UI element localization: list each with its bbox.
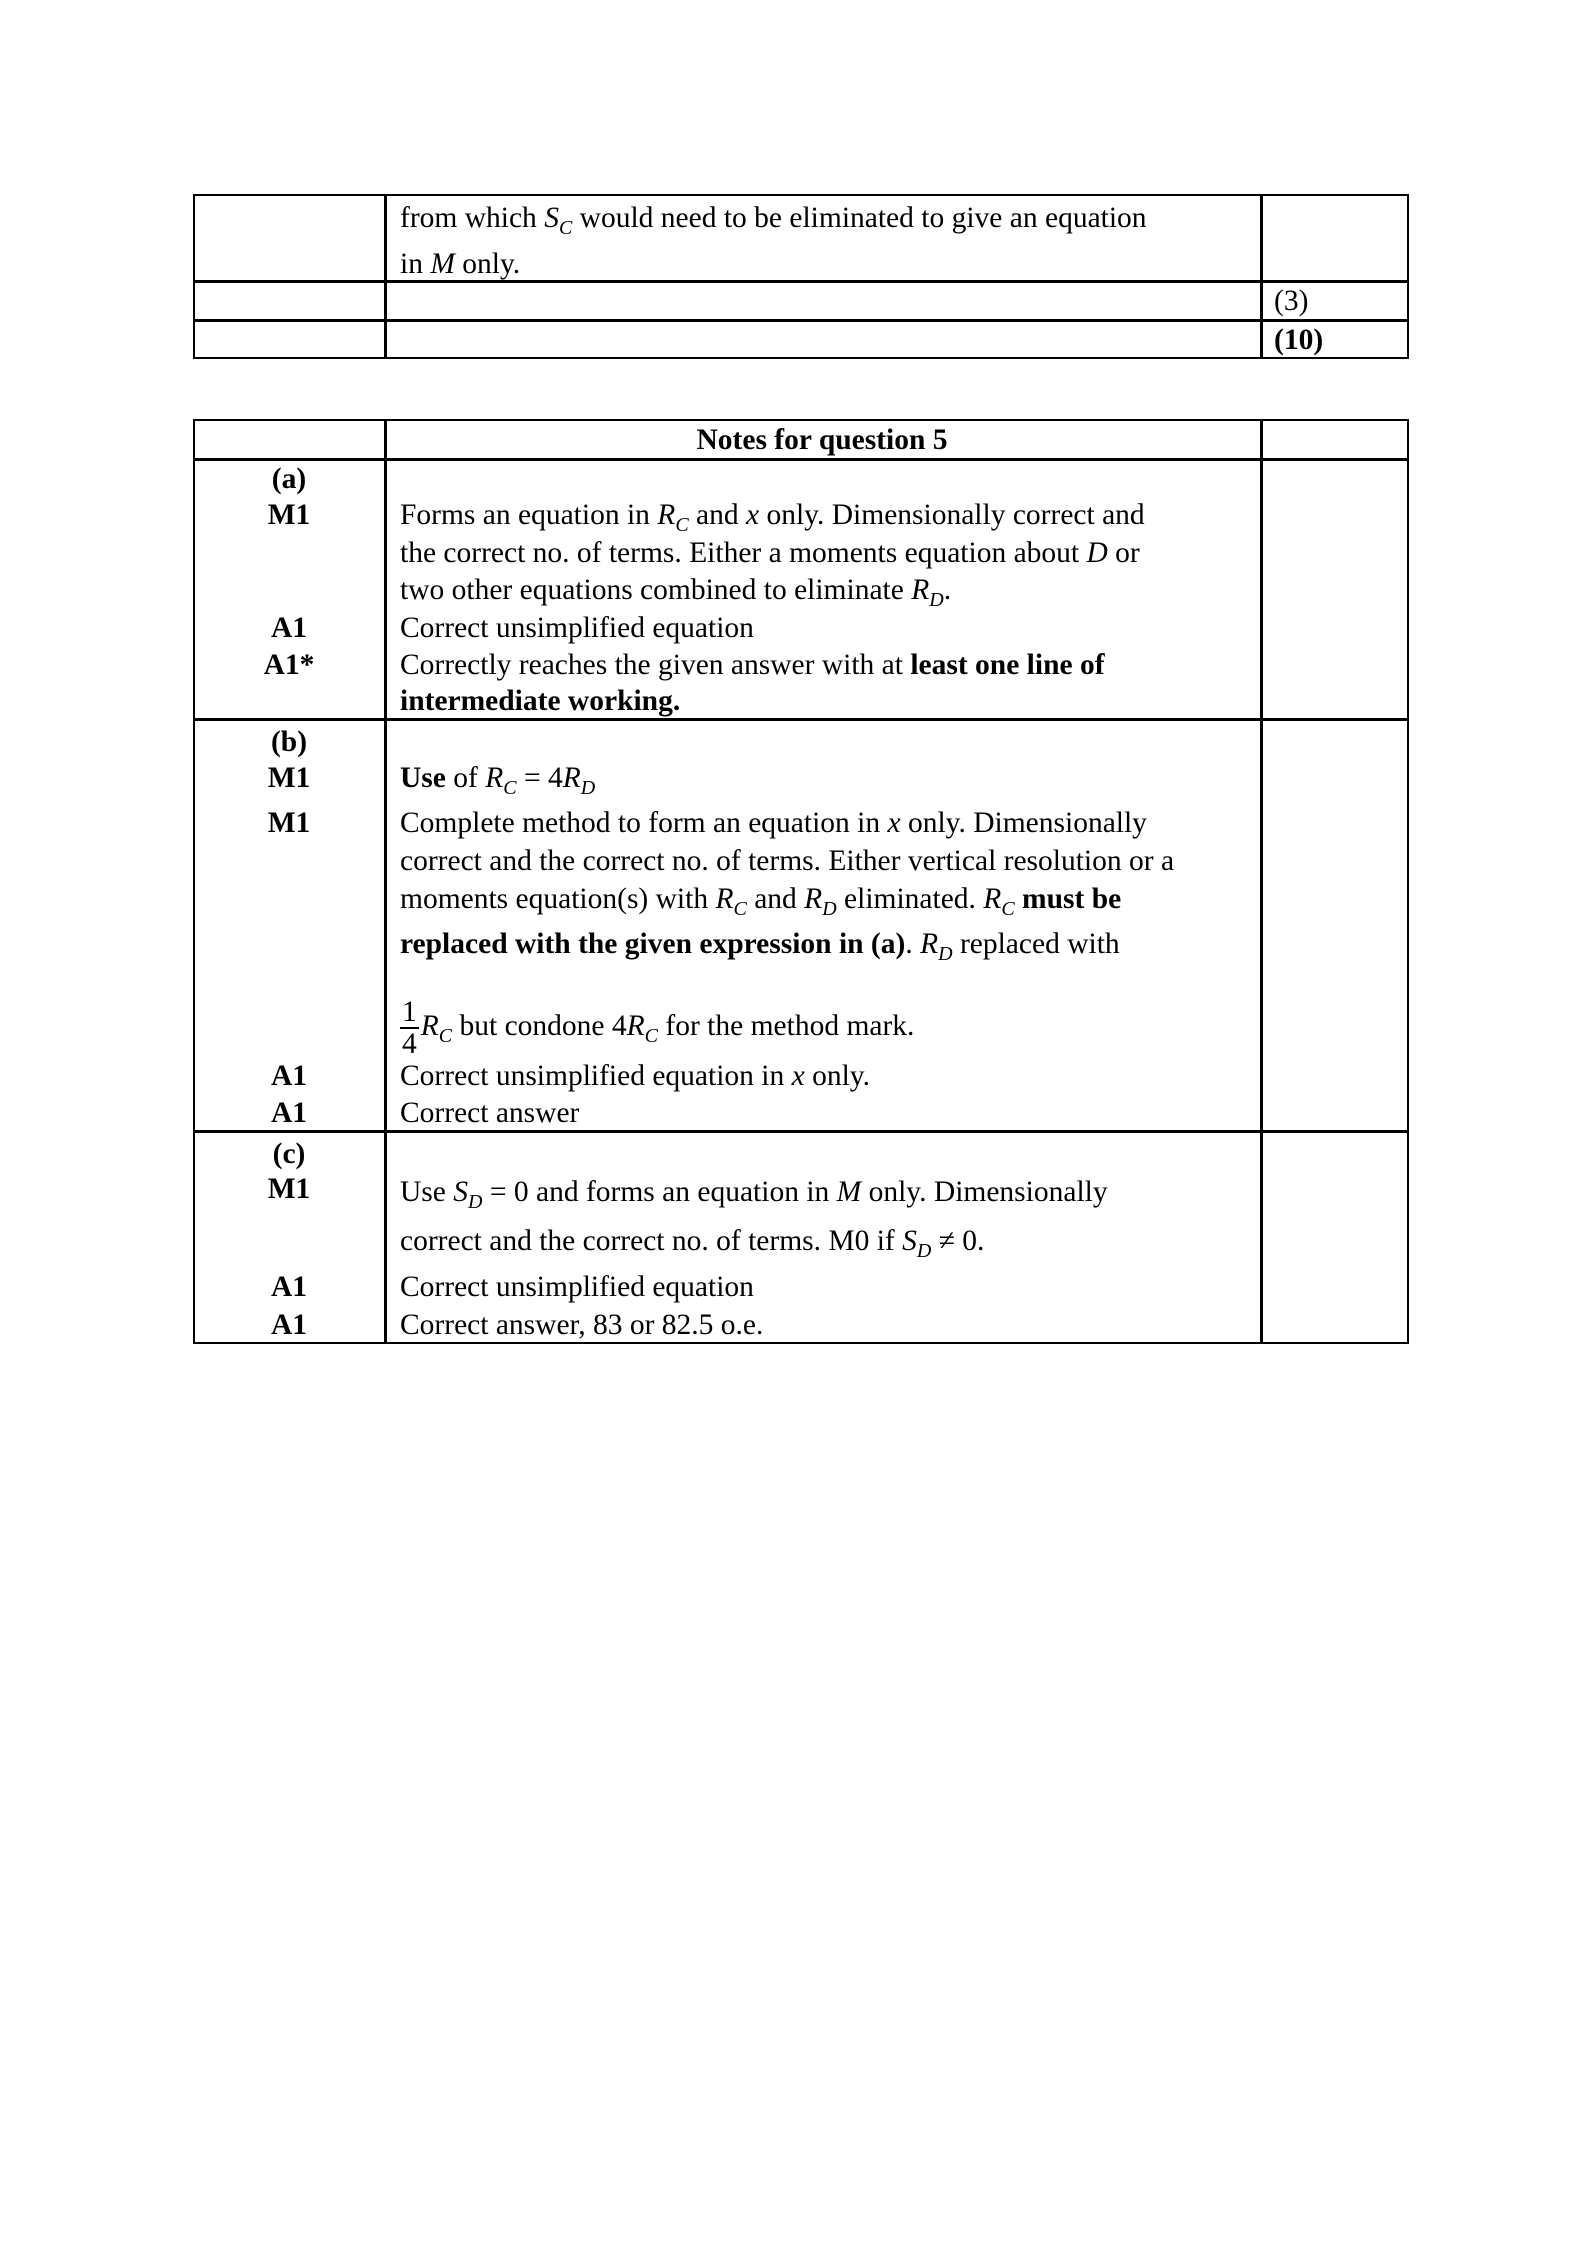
- subscript: D: [822, 898, 837, 920]
- math-symbol: R: [715, 883, 734, 915]
- text-run: = 0 and forms an equation in: [482, 1176, 837, 1208]
- mark-label: (a): [271, 463, 307, 495]
- text-run: Use: [400, 1176, 454, 1208]
- subscript: C: [644, 1024, 659, 1047]
- mark-label: A1: [270, 1097, 308, 1129]
- text-run: would need to be eliminated to give an equation: [572, 202, 1147, 234]
- text-run: only.: [804, 1060, 870, 1092]
- math-symbol: R: [420, 1009, 439, 1042]
- row-divider: [193, 319, 1409, 322]
- math-symbol: R: [911, 574, 930, 606]
- math-symbol: x: [791, 1060, 805, 1092]
- note-line: [400, 1224, 984, 1268]
- subscript: D: [580, 777, 596, 799]
- text-run: for the method mark.: [658, 1009, 915, 1042]
- math-symbol: S: [902, 1225, 917, 1257]
- note-line: [400, 997, 914, 1059]
- row-divider: [193, 718, 1409, 721]
- math-symbol: R: [983, 883, 1002, 915]
- text-run: Correct answer: [400, 1097, 580, 1129]
- math-symbol: D: [1086, 537, 1108, 569]
- subscript: D: [929, 589, 944, 611]
- math-symbol: R: [657, 499, 676, 531]
- note-line: [400, 927, 1120, 971]
- subscript: C: [438, 1024, 453, 1047]
- subscript: D: [938, 943, 953, 965]
- note-line: [400, 1059, 870, 1093]
- math-symbol: x: [887, 807, 901, 839]
- math-symbol: R: [485, 762, 504, 794]
- text-run: Complete method to form an equation in: [400, 807, 888, 839]
- mark-label: A1*: [263, 649, 315, 681]
- subscript: C: [558, 217, 573, 239]
- mark-label: A1: [270, 612, 308, 644]
- mark-label: M1: [267, 1173, 311, 1205]
- note-line: [400, 201, 1147, 245]
- fraction: $\frac{1}{4}$: [402, 996, 417, 1060]
- math-symbol: R: [562, 762, 581, 794]
- note-line: [400, 806, 1147, 840]
- row-divider: [193, 458, 1409, 461]
- math-symbol: M: [430, 248, 455, 280]
- subscript: C: [503, 777, 517, 799]
- total-marks: (10): [1274, 324, 1324, 356]
- text-run: Correct unsimplified equation: [400, 612, 754, 644]
- note-line: [400, 247, 520, 281]
- row-divider: [193, 280, 1409, 283]
- row-divider: [193, 1130, 1409, 1133]
- subscript: D: [916, 1240, 932, 1262]
- math-symbol: R: [626, 1009, 645, 1042]
- part-marks: (3): [1274, 285, 1309, 317]
- text-run: .: [943, 574, 952, 606]
- subscript: C: [675, 514, 689, 536]
- text-run: and: [688, 499, 746, 531]
- text-run: = 4: [516, 762, 563, 794]
- text-run: but condone 4: [452, 1009, 627, 1042]
- text-run: eliminated.: [836, 883, 984, 915]
- subscript: D: [468, 1191, 483, 1213]
- column-divider: [384, 419, 387, 1344]
- text-run: only. Dimensionally: [900, 807, 1147, 839]
- text-run: correct and the correct no. of terms. M0 if: [400, 1225, 903, 1257]
- note-line: [400, 1175, 1108, 1219]
- column-divider: [1260, 419, 1263, 1344]
- note-line: [400, 882, 1121, 926]
- mark-label: M1: [267, 499, 311, 531]
- notes-title: Notes for question 5: [696, 424, 948, 456]
- text-run: .: [905, 928, 921, 960]
- text-run: Forms an equation in: [400, 499, 658, 531]
- text-run: least one line of: [910, 649, 1105, 681]
- text-run: only. Dimensionally: [861, 1176, 1108, 1208]
- text-run: correct and the correct no. of terms. Either vertical resolution or a: [400, 845, 1175, 877]
- text-run: only. Dimensionally correct and: [759, 499, 1145, 531]
- subscript: C: [733, 898, 747, 920]
- text-run: intermediate working.: [400, 685, 681, 717]
- math-symbol: S: [544, 202, 559, 234]
- text-run: the correct no. of terms. Either a moments equation about: [400, 537, 1087, 569]
- text-run: Correct unsimplified equation in: [400, 1060, 792, 1092]
- mark-label: M1: [267, 762, 311, 794]
- text-run: must be: [1014, 883, 1122, 915]
- text-run: moments equation(s) with: [400, 883, 716, 915]
- column-divider: [1260, 194, 1263, 359]
- text-run: two other equations combined to eliminate: [400, 574, 912, 606]
- math-symbol: S: [453, 1176, 469, 1208]
- column-divider: [384, 194, 387, 359]
- text-run: ≠ 0.: [931, 1225, 985, 1257]
- note-line: [400, 611, 754, 645]
- text-run: from which: [400, 202, 545, 234]
- text-run: replaced with the given expression in (a): [400, 928, 906, 960]
- math-symbol: x: [746, 499, 760, 531]
- text-run: of: [445, 762, 486, 794]
- mark-label: A1: [270, 1309, 308, 1341]
- text-run: replaced with: [952, 928, 1120, 960]
- math-symbol: R: [920, 928, 939, 960]
- note-line: [400, 1270, 754, 1304]
- mark-label: (c): [272, 1138, 306, 1170]
- mark-label: M1: [267, 807, 311, 839]
- text-run: and: [746, 883, 805, 915]
- subscript: C: [1001, 898, 1015, 920]
- note-line: [400, 761, 595, 805]
- note-line: [400, 1096, 579, 1130]
- math-symbol: M: [836, 1176, 862, 1208]
- note-line: [400, 648, 1105, 682]
- mark-label: (b): [270, 726, 308, 758]
- text-run: Correct unsimplified equation: [400, 1271, 754, 1303]
- note-line: [400, 684, 680, 718]
- math-symbol: R: [804, 883, 823, 915]
- note-line: [400, 1308, 763, 1342]
- note-line: [400, 844, 1174, 878]
- text-run: only.: [454, 248, 521, 280]
- text-run: Use: [400, 762, 446, 794]
- mark-label: A1: [270, 1271, 308, 1303]
- text-run: or: [1107, 537, 1140, 569]
- text-run: Correct answer, 83 or 82.5 o.e.: [400, 1309, 764, 1341]
- note-line: [400, 536, 1140, 570]
- mark-label: A1: [270, 1060, 308, 1092]
- text-run: in: [400, 248, 431, 280]
- text-run: Correctly reaches the given answer with at: [400, 649, 911, 681]
